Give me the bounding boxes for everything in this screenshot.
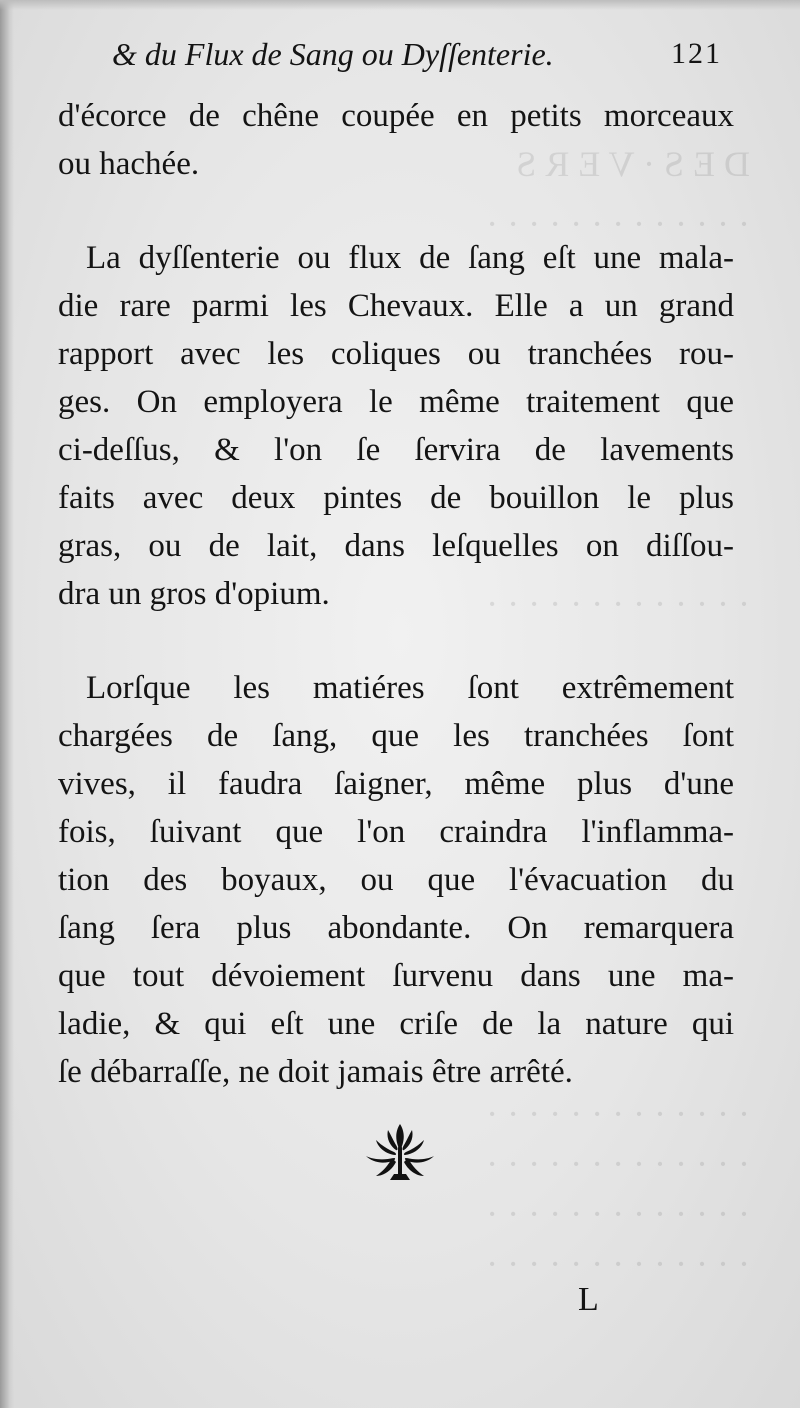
paragraph: [58, 664, 734, 1096]
text-line: faits avec deux pintes de bouillon le plus: [58, 480, 734, 516]
text-line: ou hachée.: [58, 146, 200, 182]
paragraph: [58, 234, 734, 618]
text-line: tion des boyaux, ou que l'évacuation du: [58, 862, 734, 898]
page-top-shadow: [0, 0, 800, 10]
text-line: ci-deſſus, & l'on ſe ſervira de lavements: [58, 432, 734, 468]
text-line: ladie, & qui eſt une criſe de la nature qui: [58, 1006, 734, 1042]
text-line: dra un gros d'opium.: [58, 576, 330, 612]
page-number: 121: [671, 37, 722, 70]
text-line: gras, ou de lait, dans leſquelles on diſſou-: [58, 528, 734, 564]
body-text: [58, 92, 734, 1096]
text-line: fois, ſuivant que l'on craindra l'inflamma-: [58, 814, 734, 850]
text-line: Lorſque les matiéres ſont extrêmement: [86, 670, 734, 706]
text-line: die rare parmi les Chevaux. Elle a un grand: [58, 288, 734, 324]
text-line: ges. On employera le même traitement que: [58, 384, 734, 420]
signature-mark: L: [578, 1281, 599, 1318]
text-line: d'écorce de chêne coupée en petits morceaux: [58, 98, 734, 134]
text-line: ſe débarraſſe, ne doit jamais être arrêté.: [58, 1054, 573, 1090]
running-header: [112, 32, 722, 76]
text-line: rapport avec les coliques ou tranchées rou-: [58, 336, 734, 372]
text-line: chargées de ſang, que les tranchées ſont: [58, 718, 734, 754]
text-line: que tout dévoiement ſurvenu dans une ma-: [58, 958, 734, 994]
text-line: La dyſſenterie ou flux de ſang eſt une mala-: [86, 240, 734, 276]
page-edge-shadow: [0, 0, 14, 1408]
text-line: ſang ſera plus abondante. On remarquera: [58, 910, 734, 946]
text-line: vives, il faudra ſaigner, même plus d'une: [58, 766, 734, 802]
book-page: D E S · V E R S · · · · · · · · · · · · · · · · · · · · · · · · · · · · · · · · · · · · · · · · · · · · · · · · · · · · · · · · · · · · · · · · · · · · · · · · · · · · · · & du Flux de Sang ou Dyſſenterie. 121 d'écorce de chêne coupée en petits morceaux ou hachée. La dyſſenterie ou flux de ſang eſt une mala- die rare parmi les Chevaux. Elle a un grand rapport avec les coliques ou tranchées rou- ges. On employera le même traitement que ci-deſſus, & l'on ſe ſervira de lavements faits avec deux pintes de bouillon le plus gras, ou de lait, dans leſquelles on diſſou- dra un gros d'opium. Lorſque les matiéres ſont extrêmement chargées de ſang, que les tranchées ſont vives, il faudra ſaigner, même plus d'une fois, ſuivant que l'on craindra l'inflamma- tion des boyaux, ou que l'évacuation du ſang ſera plus abondante. On remarquera que tout dévoiement ſurvenu dans une ma- ladie, & qui eſt une criſe de la nature qui ſe débarraſſe, ne doit jamais être arrêté. L: [0, 0, 800, 1408]
fleuron-ornament-icon: [362, 1120, 438, 1184]
paragraph: [58, 92, 734, 188]
running-title: & du Flux de Sang ou Dyſſenterie.: [112, 36, 554, 72]
